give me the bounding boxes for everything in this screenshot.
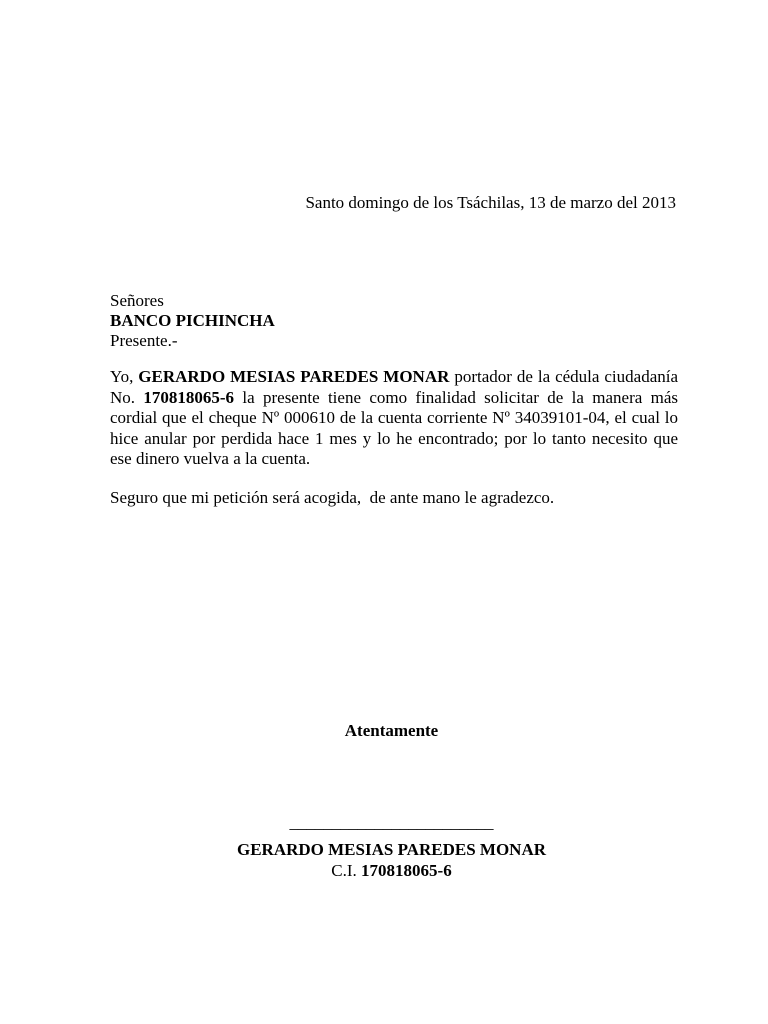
recipient-presente: Presente.- xyxy=(110,331,178,350)
body-id-number: 170818065-6 xyxy=(143,387,235,407)
recipient-block xyxy=(110,290,275,350)
signature-ci-number: 170818065-6 xyxy=(361,861,452,880)
body-name: GERARDO MESIAS PAREDES MONAR xyxy=(138,367,450,386)
recipient-bank: BANCO PICHINCHA xyxy=(110,311,275,330)
signature-ci-label: C.I. xyxy=(331,861,362,880)
body-text-2: la presente tiene como finalidad solicitar de la manera más cordial que el cheque Nº 000610 de la cuenta corriente Nº 34039101-04, el cual lo hice anular por perdida hace 1 mes y lo he encontrado; por lo tanto necesito que ese dinero vuelva a la cuenta. xyxy=(110,387,678,468)
salutation: Atentamente xyxy=(344,721,439,740)
recipient-greeting: Señores xyxy=(110,291,164,310)
closing-line: Seguro que mi petición será acogida, de ante mano le agradezco. xyxy=(110,488,555,507)
body-text-1: portador de la cédula ciudadanía No. xyxy=(110,367,679,407)
signature-line: ________________________ xyxy=(289,813,494,832)
signature-name: GERARDO MESIAS PAREDES MONAR xyxy=(236,840,546,859)
date-line: Santo domingo de los Tsáchilas, 13 de marzo del 2013 xyxy=(305,193,676,212)
body-intro: Yo, xyxy=(110,367,139,386)
letter-body xyxy=(110,367,678,470)
signature-id xyxy=(0,860,768,881)
